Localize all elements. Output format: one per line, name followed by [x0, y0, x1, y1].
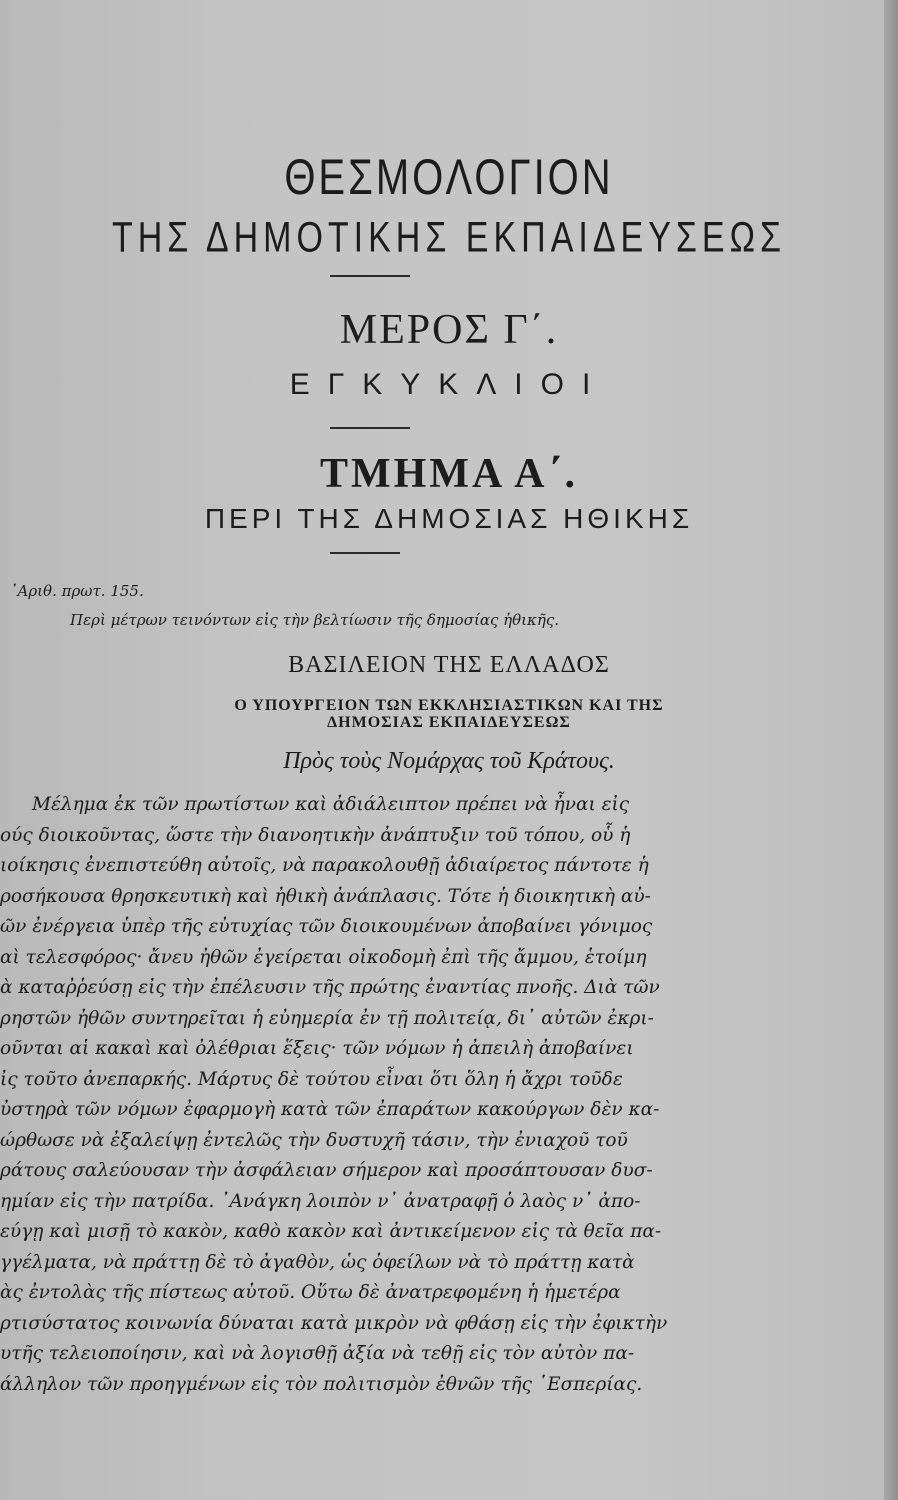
body-line: ῶν ἐνέργεια ὑπὲρ τῆς εὐτυχίας τῶν διοικουμένων ἀποβαίνει γόνιμος — [0, 916, 653, 937]
body-line: ροσήκουσα θρησκευτικὴ καὶ ἠθικὴ ἀνάπλασις. Τότε ἡ διοικητικὴ αὐ- — [0, 885, 651, 907]
ministry-line-2: ΔΗΜΟΣΙΑΣ ΕΚΠΑΙΔΕΥΣΕΩΣ — [327, 714, 571, 731]
section-subheading: ΠΕΡΙ ΤΗΣ ΔΗΜΟΣΙΑΣ ΗΘΙΚΗΣ — [204, 503, 694, 534]
part-subheading: ΕΓΚΥΚΛΙΟΙ — [289, 368, 609, 401]
circular-body-text — [0, 790, 730, 1400]
body-line: ράτους σαλεύουσαν τὴν ἀσφάλειαν σήμερον καὶ προσάπτουσαν δυσ- — [0, 1160, 653, 1181]
body-line: αὶ τελεσφόρος· ἄνευ ἠθῶν ἐγείρεται οἰκοδομὴ ἐπὶ τῆς ἄμμου, ἑτοίμη — [0, 946, 647, 968]
body-line: ούς διοικοῦντας, ὥστε τὴν διανοητικὴν ἀνάπτυξιν τοῦ τόπου, οὗ ἡ — [0, 824, 631, 846]
body-line: ἰς τοῦτο ἀνεπαρκής. Μάρτυς δὲ τούτου εἶναι ὅτι ὅλη ἡ ἄχρι τοῦδε — [0, 1068, 623, 1090]
body-line: ὐστηρὰ τῶν νόμων ἐφαρμογὴ κατὰ τῶν ἐπαράτων κακούργων δὲν κα- — [0, 1099, 660, 1120]
kingdom-heading: ΒΑΣΙΛΕΙΟΝ ΤΗΣ ΕΛΛΑΔΟΣ — [288, 652, 610, 678]
body-line: ώρθωσε νὰ ἐξαλείψῃ ἐντελῶς τὴν δυστυχῆ τάσιν, τὴν ἐνιαχοῦ τοῦ — [0, 1129, 628, 1151]
body-line: άλληλον τῶν προηγμένων εἰς τὸν πολιτισμὸν ἐθνῶν τῆς ῾Εσπερίας. — [0, 1373, 643, 1395]
body-line: Μέλημα ἐκ τῶν πρωτίστων καὶ ἀδιάλειπτον πρέπει νὰ ἦναι εἰς — [32, 794, 630, 815]
body-line: ὰς ἐντολὰς τῆς πίστεως αὐτοῦ. Οὕτω δὲ ἀνατρεφομένη ἡ ἡμετέρα — [0, 1282, 621, 1303]
body-line: ὰ καταῤῥεύσῃ εἰς τὴν ἐπέλευσιν τῆς πρώτης ἐναντίας πνοῆς. Διὰ τῶν — [0, 977, 660, 998]
book-subtitle: ΤΗΣ ΔΗΜΟΤΙΚΗΣ ΕΚΠΑΙΔΕΥΣΕΩΣ — [111, 214, 787, 262]
protocol-number: ᾿Αριθ. πρωτ. 155. — [10, 582, 144, 600]
body-line: ημίαν εἰς τὴν πατρίδα. ᾿Ανάγκη λοιπὸν ν᾿ ἀνατραφῇ ὁ λαὸς ν᾿ ἀπο- — [0, 1190, 641, 1212]
part-heading: ΜΕΡΟΣ Γ΄. — [339, 307, 559, 353]
body-line: ρτισύστατος κοινωνία δύναται κατὰ μικρὸν νὰ φθάσῃ εἰς τὴν ἐφικτὴν — [0, 1312, 668, 1334]
body-line: ιοίκησις ἐνεπιστεύθη αὐτοῖς, νὰ παρακολουθῇ ἀδιαίρετος πάντοτε ἡ — [0, 855, 649, 876]
section-heading: ΤΜΗΜΑ Α΄. — [320, 451, 578, 497]
body-line: εύγῃ καὶ μισῇ τὸ κακὸν, καθὸ κακὸν καὶ ἀντικείμενον εἰς τὰ θεῖα πα- — [0, 1221, 662, 1242]
divider-rule — [330, 552, 400, 554]
ministry-line-1: Ο ΥΠΟΥΡΓΕΙΟΝ ΤΩΝ ΕΚΚΛΗΣΙΑΣΤΙΚΩΝ ΚΑΙ ΤΗΣ — [234, 697, 664, 714]
divider-rule — [330, 427, 410, 429]
body-line: ρηστῶν ἠθῶν συντηρεῖται ἡ εὐημερία ἐν τῇ πολιτείᾳ, δι᾿ αὐτῶν ἐκρι- — [0, 1007, 654, 1029]
divider-rule — [330, 275, 410, 277]
body-line: υτῆς τελειοποίησιν, καὶ νὰ λογισθῇ ἀξία νὰ τεθῇ εἰς τὸν αὐτὸν πα- — [0, 1343, 635, 1364]
body-line: οῦνται αἱ κακαὶ καὶ ὀλέθριαι ἕξεις· τῶν νόμων ἡ ἀπειλὴ ἀποβαίνει — [0, 1038, 634, 1059]
addressee-line: Πρὸς τοὺς Νομάρχας τοῦ Κράτους. — [283, 748, 615, 774]
circular-subject: Περὶ μέτρων τεινόντων εἰς τὴν βελτίωσιν τῆς δημοσίας ἠθικῆς. — [70, 611, 560, 629]
body-line: γγέλματα, νὰ πράττῃ δὲ τὸ ἀγαθὸν, ὡς ὀφείλων νὰ τὸ πράττῃ κατὰ — [0, 1251, 635, 1273]
book-title: ΘΕΣΜΟΛΟΓΙΟΝ — [284, 150, 614, 205]
